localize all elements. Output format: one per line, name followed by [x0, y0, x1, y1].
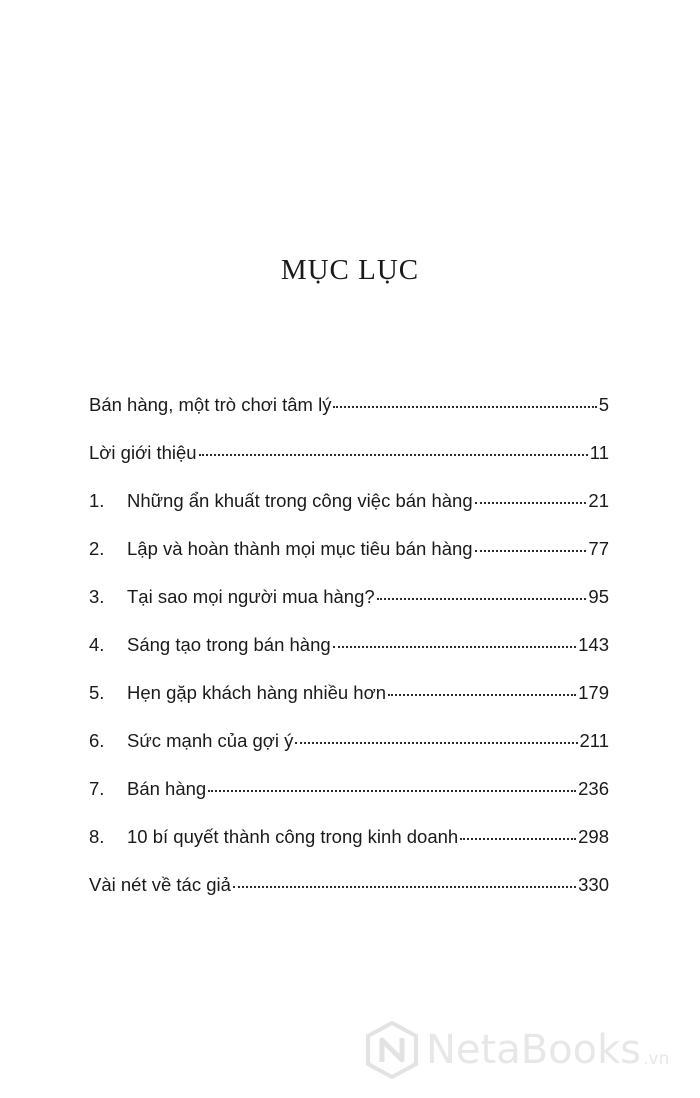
toc-entry-number: 6. — [89, 730, 105, 751]
toc-entry-title: Bán hàng, một trò chơi tâm lý — [89, 394, 332, 415]
toc-leader — [475, 549, 587, 552]
toc-entry-page: 11 — [589, 442, 609, 463]
toc-leader — [377, 597, 587, 600]
netabooks-logo-icon — [364, 1020, 420, 1080]
watermark-suffix: .vn — [643, 1049, 670, 1069]
toc-entry — [89, 634, 609, 682]
toc-entry-title: 10 bí quyết thành công trong kinh doanh — [127, 826, 459, 847]
toc-entry-title: Hẹn gặp khách hàng nhiều hơn — [127, 682, 386, 703]
toc-entry-number: 4. — [89, 634, 105, 655]
toc-entry-title: Sáng tạo trong bán hàng — [127, 634, 331, 655]
toc-entry-page: 179 — [578, 682, 609, 703]
toc-leader — [208, 789, 576, 792]
toc-entry — [89, 826, 609, 874]
toc-entry-title: Những ẩn khuất trong công việc bán hàng — [127, 490, 473, 511]
table-of-contents — [89, 394, 609, 922]
toc-entry-title: Bán hàng — [127, 778, 207, 799]
toc-entry — [89, 490, 609, 538]
toc-entry-page: 21 — [588, 490, 609, 511]
toc-entry — [89, 442, 609, 490]
toc-leader — [295, 741, 577, 744]
toc-leader — [475, 501, 587, 504]
toc-entry-number: 7. — [89, 778, 105, 799]
toc-entry-page: 5 — [598, 394, 609, 415]
toc-entry — [89, 682, 609, 730]
watermark-text: NetaBooks — [426, 1027, 642, 1073]
toc-entry — [89, 874, 609, 922]
toc-entry — [89, 778, 609, 826]
toc-entry-number: 2. — [89, 538, 105, 559]
toc-entry-page: 77 — [588, 538, 609, 559]
toc-entry-title: Tại sao mọi người mua hàng? — [127, 586, 375, 607]
toc-leader — [388, 693, 576, 696]
page-title: MỤC LỤC — [280, 254, 420, 286]
toc-entry — [89, 538, 609, 586]
toc-leader — [333, 645, 576, 648]
toc-leader — [233, 885, 576, 888]
toc-entry-number: 5. — [89, 682, 105, 703]
toc-entry-number: 8. — [89, 826, 105, 847]
toc-entry-page: 95 — [588, 586, 609, 607]
watermark — [364, 1020, 669, 1080]
toc-entry-title: Sức mạnh của gợi ý — [127, 730, 294, 751]
toc-leader — [199, 453, 588, 456]
toc-entry-page: 211 — [579, 730, 609, 751]
toc-entry-number: 1. — [89, 490, 105, 511]
toc-leader — [333, 405, 596, 408]
toc-entry — [89, 586, 609, 634]
toc-entry-title: Lời giới thiệu — [89, 442, 197, 463]
toc-entry-page: 236 — [578, 778, 609, 799]
toc-entry-title: Lập và hoàn thành mọi mục tiêu bán hàng — [127, 538, 473, 559]
toc-entry-title: Vài nét về tác giả — [89, 874, 231, 895]
toc-entry-number: 3. — [89, 586, 105, 607]
toc-entry-page: 330 — [578, 874, 609, 895]
toc-leader — [460, 837, 576, 840]
toc-entry-page: 143 — [578, 634, 609, 655]
toc-entry-page: 298 — [578, 826, 609, 847]
toc-entry — [89, 730, 609, 778]
toc-entry — [89, 394, 609, 442]
